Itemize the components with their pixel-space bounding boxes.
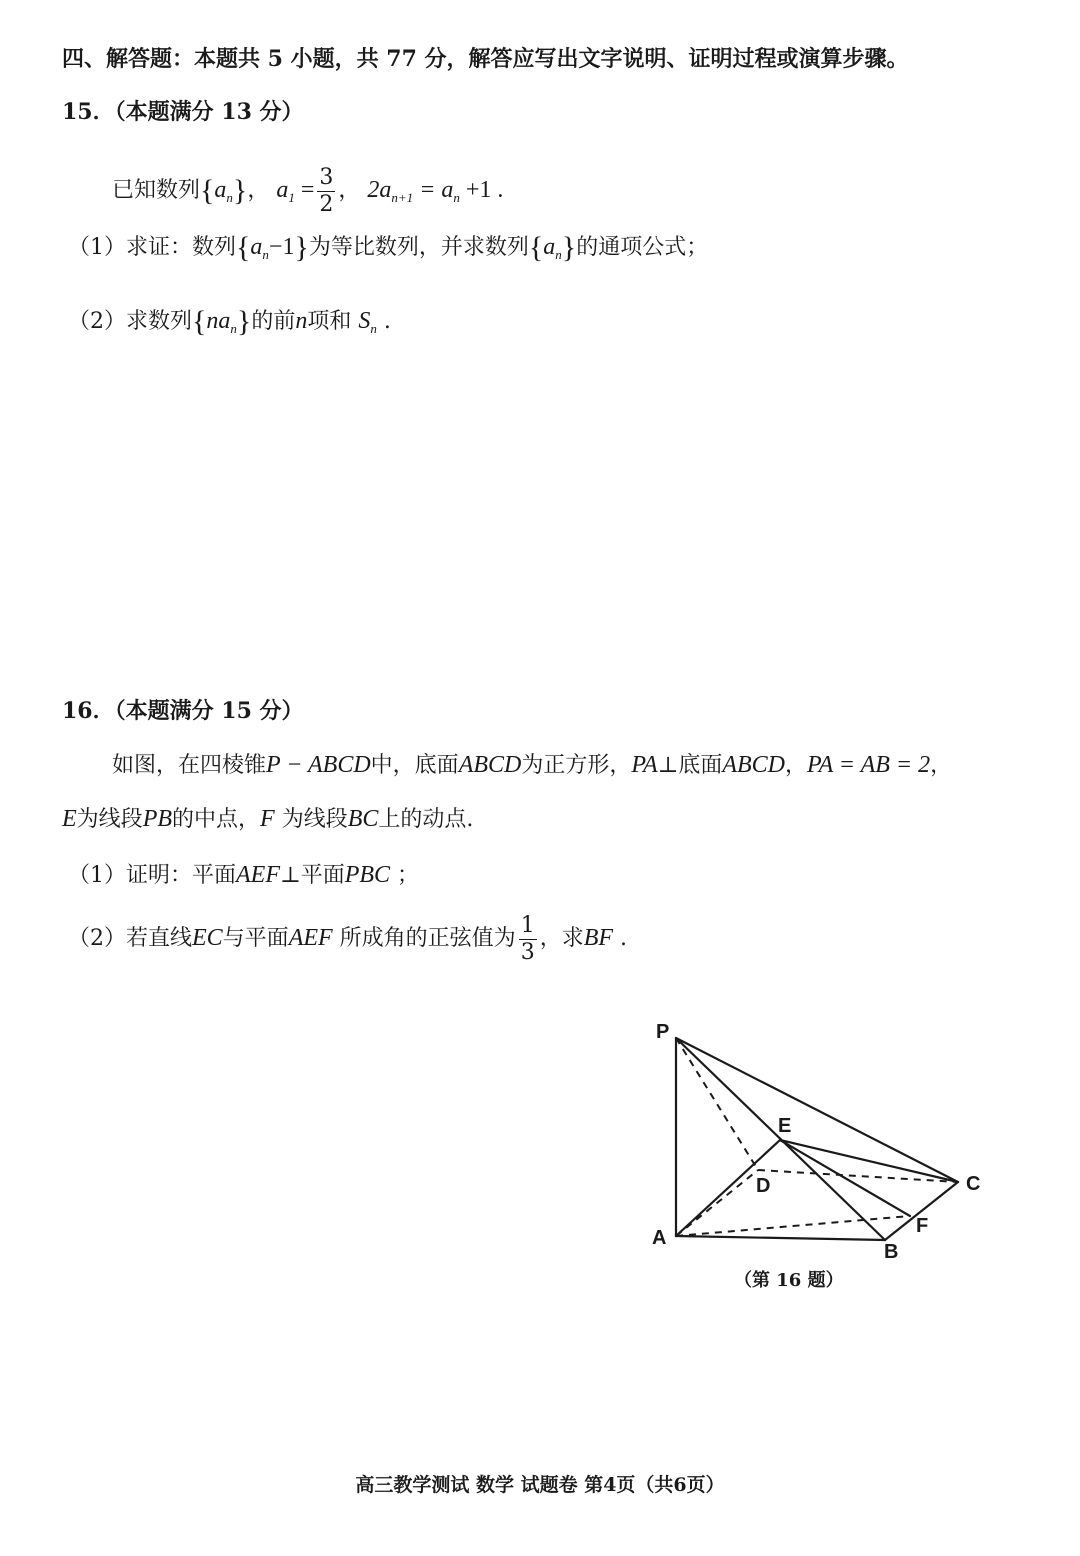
q15-rec-rhs-sub: n [453, 190, 460, 205]
label-B: B [884, 1241, 899, 1260]
q15-seq-sub: n [226, 190, 233, 205]
edge-AB [676, 1236, 885, 1240]
label-P: P [656, 1021, 670, 1043]
q15-frac-num: 3 [319, 164, 334, 190]
q16-p2-a: 与平面 [222, 926, 289, 951]
q15-p2-S: S [358, 308, 371, 334]
label-F: F [916, 1215, 929, 1237]
q15-p2-n: n [295, 308, 308, 334]
q16-p2-AEF: AEF [288, 925, 333, 951]
q15-p2-mid: 的前 [251, 309, 296, 334]
q16-line2 [62, 804, 473, 835]
q16-pyramid: P − ABCD [266, 752, 371, 778]
q15-rec-tail: +1 . [465, 177, 504, 203]
q16-p1-end: ； [397, 863, 420, 888]
q15-a1-sub: 1 [288, 190, 295, 205]
q16-l1-c: 为正方形， [521, 753, 632, 778]
q16-l2-F: F [260, 806, 275, 832]
q16-l1-a: 如图，在四棱锥 [112, 753, 267, 778]
q16-header: 16．（本题满分 15 分） [62, 698, 304, 724]
q15-eq: = [300, 177, 315, 203]
q15-p1-label: （1）求证：数列 [68, 235, 236, 260]
q16-perp: ⊥ [657, 753, 679, 778]
q15-fraction [317, 165, 335, 218]
q16-p2-den: 3 [520, 939, 535, 965]
q16-p2-fraction [519, 913, 537, 966]
q16-l2-c: 为线段 [281, 807, 348, 832]
q16-l2-E: E [62, 806, 77, 832]
label-E: E [778, 1115, 792, 1137]
q15-p1-mid: 为等比数列，并求数列 [308, 235, 529, 260]
q16-cond: PA = AB = 2 [807, 752, 931, 778]
q16-l1-b: 中，底面 [370, 753, 459, 778]
q15-a1: a [276, 177, 289, 203]
q16-p2-label: （2）若直线 [68, 926, 192, 951]
label-D: D [756, 1175, 771, 1197]
section-title: 四、解答题：本题共 5 小题，共 77 分，解答应写出文字说明、证明过程或演算步骤。 [62, 46, 909, 72]
q16-l2-d: 上的动点. [378, 807, 474, 832]
q16-p1-mid: 平面 [300, 863, 345, 888]
q16-l2-b: 的中点， [172, 807, 261, 832]
label-C: C [966, 1173, 981, 1195]
q16-base: ABCD [458, 752, 522, 778]
q15-p1-minus: −1 [268, 234, 295, 260]
q16-p1-label: （1）证明：平面 [68, 863, 236, 888]
q15-rec-lhs: 2a [367, 177, 392, 203]
q16-base2: ABCD [722, 752, 785, 778]
q15-p2-seq: na [206, 308, 231, 334]
edge-AD-dashed [676, 1170, 758, 1236]
q16-p2-end: . [620, 926, 628, 951]
q16-p2-c: ，求 [539, 926, 584, 951]
q16-p2-BF: BF [583, 925, 614, 951]
q16-p2-num: 1 [520, 912, 535, 938]
q16-p2-EC: EC [192, 925, 223, 951]
q16-part2 [68, 908, 627, 968]
q15-sep2: ， [338, 178, 361, 203]
q15-sep1: ， [247, 178, 270, 203]
pyramid-figure [640, 1010, 1000, 1260]
q15-p1-sub2: n [555, 247, 562, 262]
q16-l2-a: 为线段 [76, 807, 143, 832]
q15-seq-a: a [214, 177, 227, 203]
q15-part1: （1）求证：数列$\{a_n-1\}$为等比数列，并求数列$\{a_n\}$的通项公式； [68, 231, 709, 264]
q15-rec-rhs: = a [419, 177, 454, 203]
q15-p1-sub: n [262, 247, 269, 262]
q16-part1 [68, 860, 419, 891]
q15-p2-S-sub: n [370, 321, 377, 336]
q16-line1 [112, 750, 952, 781]
edge-EC [780, 1140, 958, 1182]
page-footer: 高三教学测试 数学 试题卷 第4页（共6页） [355, 1474, 725, 1496]
q16-l1-end: ， [930, 753, 953, 778]
q15-p2-sub: n [230, 321, 237, 336]
q15-p2-label: （2）求数列 [68, 309, 192, 334]
q15-p2-mid2: 项和 [307, 309, 352, 334]
q16-pa: PA [631, 752, 658, 778]
q16-l1-d: 底面 [678, 753, 723, 778]
edge-AF-dashed [676, 1216, 910, 1236]
q16-p1-AEF: AEF [236, 862, 280, 888]
q15-part2: （2）求数列$\{na_n\}$的前n项和 $S_n$ . [68, 305, 391, 338]
q15-rec-sub: n+1 [391, 190, 414, 205]
q16-l2-BC: BC [347, 806, 379, 832]
q15-given-prefix: 已知数列 [112, 178, 201, 203]
q16-l1-comma: ， [785, 753, 808, 778]
q15-header: 15．（本题满分 13 分） [62, 99, 304, 125]
q16-p2-b: 所成角的正弦值为 [339, 926, 516, 951]
q16-l2-PB: PB [142, 806, 173, 832]
q16-p1-PBC: PBC [344, 862, 391, 888]
q15-given: 已知数列$\{a_n\}$， $a_1$ = $\frac{3}{2}$ ， $2a_{n+1} = a_n +1$ . [112, 164, 504, 217]
figure-caption: （第 16 题） [734, 1270, 844, 1291]
q15-p1-seq: a [250, 234, 263, 260]
q15-p2-end: . [383, 309, 391, 334]
q15-p1-seq2: a [543, 234, 556, 260]
q15-p1-end: 的通项公式； [576, 235, 709, 260]
q16-p1-perp: ⊥ [279, 863, 301, 888]
label-A: A [652, 1227, 667, 1249]
q15-frac-den: 2 [319, 191, 334, 217]
